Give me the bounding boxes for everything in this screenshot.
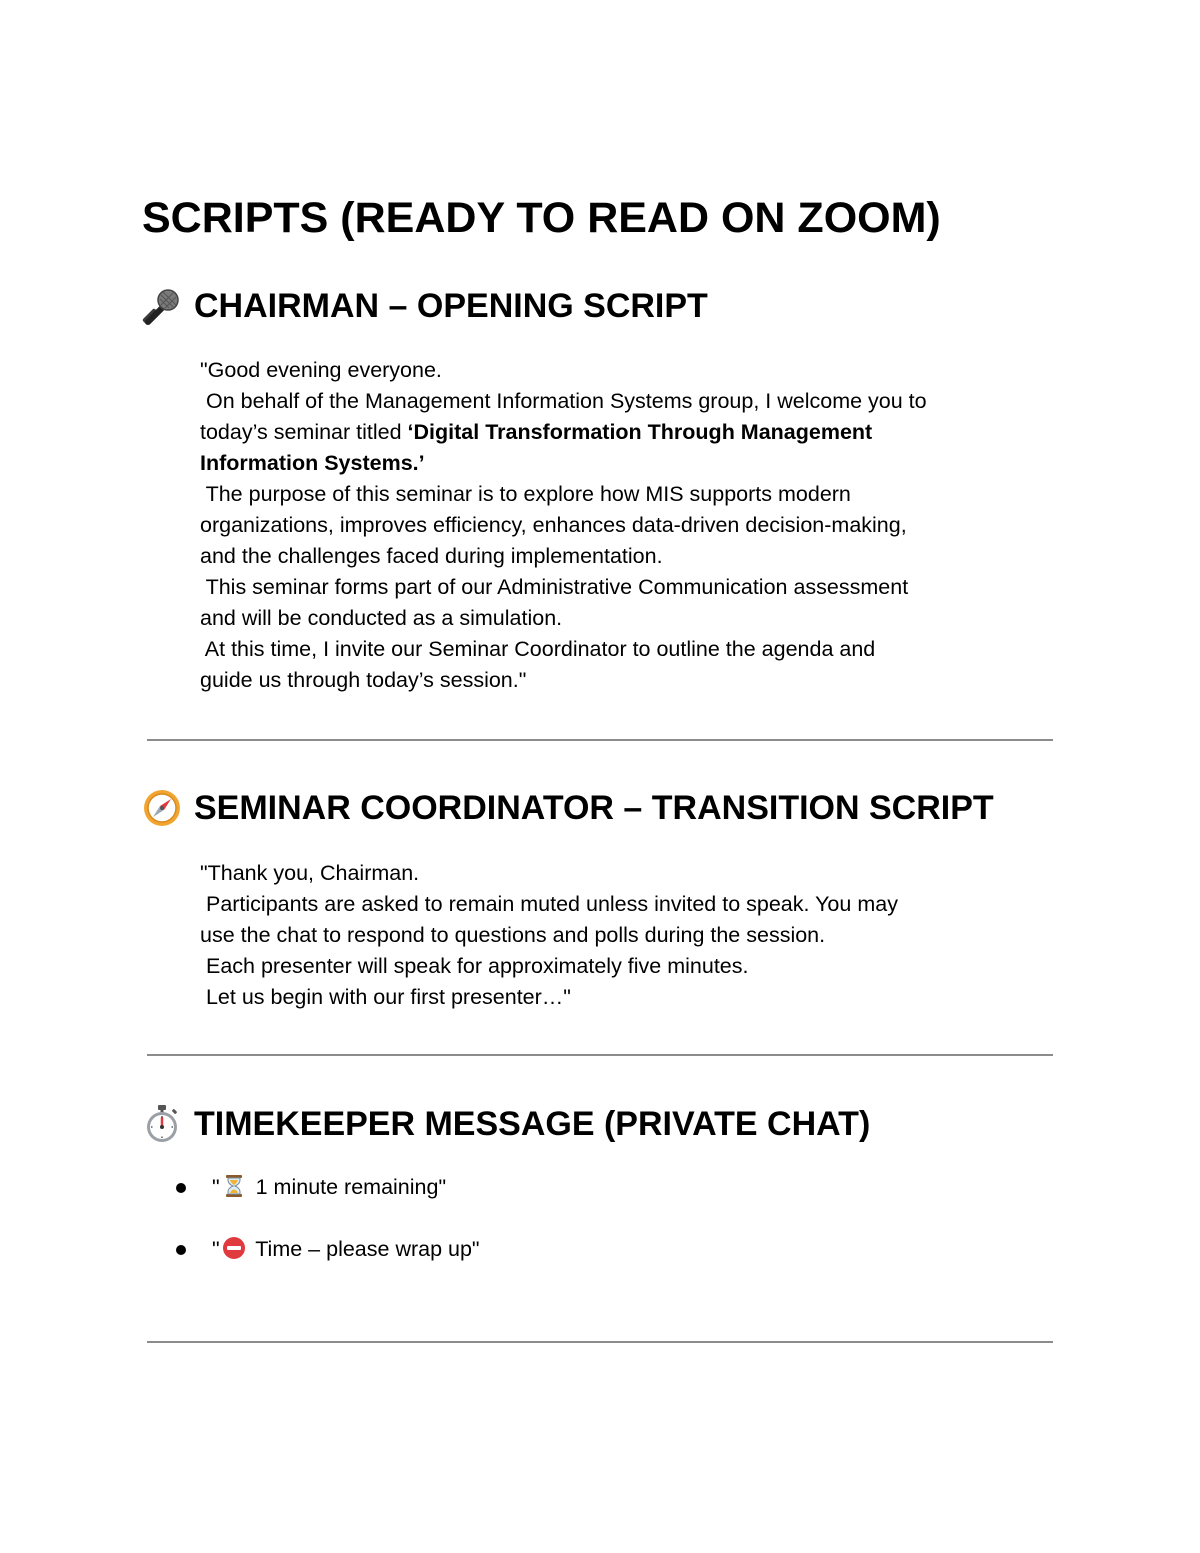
section-heading-text: TIMEKEEPER MESSAGE (PRIVATE CHAT) [194,1105,871,1143]
script-line: On behalf of the Management Information Systems group, I welcome you to [200,389,927,413]
script-line: Let us begin with our first presenter…" [200,985,571,1009]
coordinator-heading [142,786,994,830]
bullet-icon [176,1245,186,1255]
message-text: Time – please wrap up" [249,1237,480,1261]
section-divider [147,739,1053,741]
script-text: today’s seminar titled [200,420,408,444]
chairman-heading [142,284,708,328]
script-line: This seminar forms part of our Administrative Communication assessment [200,575,909,599]
timekeeper-message-list [176,1170,480,1294]
stopwatch-icon [142,1104,182,1144]
script-line: guide us through today’s session." [200,668,527,692]
script-line: and the challenges faced during implementation. [200,544,663,568]
section-heading-text: SEMINAR COORDINATOR – TRANSITION SCRIPT [194,789,994,827]
script-line: "Thank you, Chairman. [200,861,420,885]
script-line [200,448,1030,479]
script-line: Participants are asked to remain muted unless invited to speak. You may [200,892,898,916]
section-divider [147,1341,1053,1343]
chairman-script [200,355,1030,696]
coordinator-script [200,858,1030,1013]
microphone-icon [142,286,182,326]
script-line: and will be conducted as a simulation. [200,606,563,630]
section-heading-text: CHAIRMAN – OPENING SCRIPT [194,287,708,325]
bullet-icon [176,1183,186,1193]
hourglass-icon [222,1174,246,1198]
script-line: "Good evening everyone. [200,358,442,382]
compass-icon [142,788,182,828]
no-entry-icon [222,1236,246,1260]
seminar-title-bold: Information Systems.’ [200,451,425,475]
script-line: At this time, I invite our Seminar Coordinator to outline the agenda and [200,637,876,661]
script-line: The purpose of this seminar is to explore how MIS supports modern [200,482,851,506]
list-item [176,1232,480,1294]
script-line [200,417,1030,448]
list-item [176,1170,480,1232]
script-line: Each presenter will speak for approximately five minutes. [200,954,749,978]
page-title: SCRIPTS (READY TO READ ON ZOOM) [142,194,941,242]
quote-open: " [212,1237,220,1261]
section-divider [147,1054,1053,1056]
message-text: 1 minute remaining" [249,1175,447,1199]
seminar-title-bold: ‘Digital Transformation Through Management [407,420,873,444]
timekeeper-heading [142,1102,870,1146]
script-line: use the chat to respond to questions and polls during the session. [200,923,826,947]
quote-open: " [212,1175,220,1199]
script-line: organizations, improves efficiency, enhances data-driven decision-making, [200,513,907,537]
